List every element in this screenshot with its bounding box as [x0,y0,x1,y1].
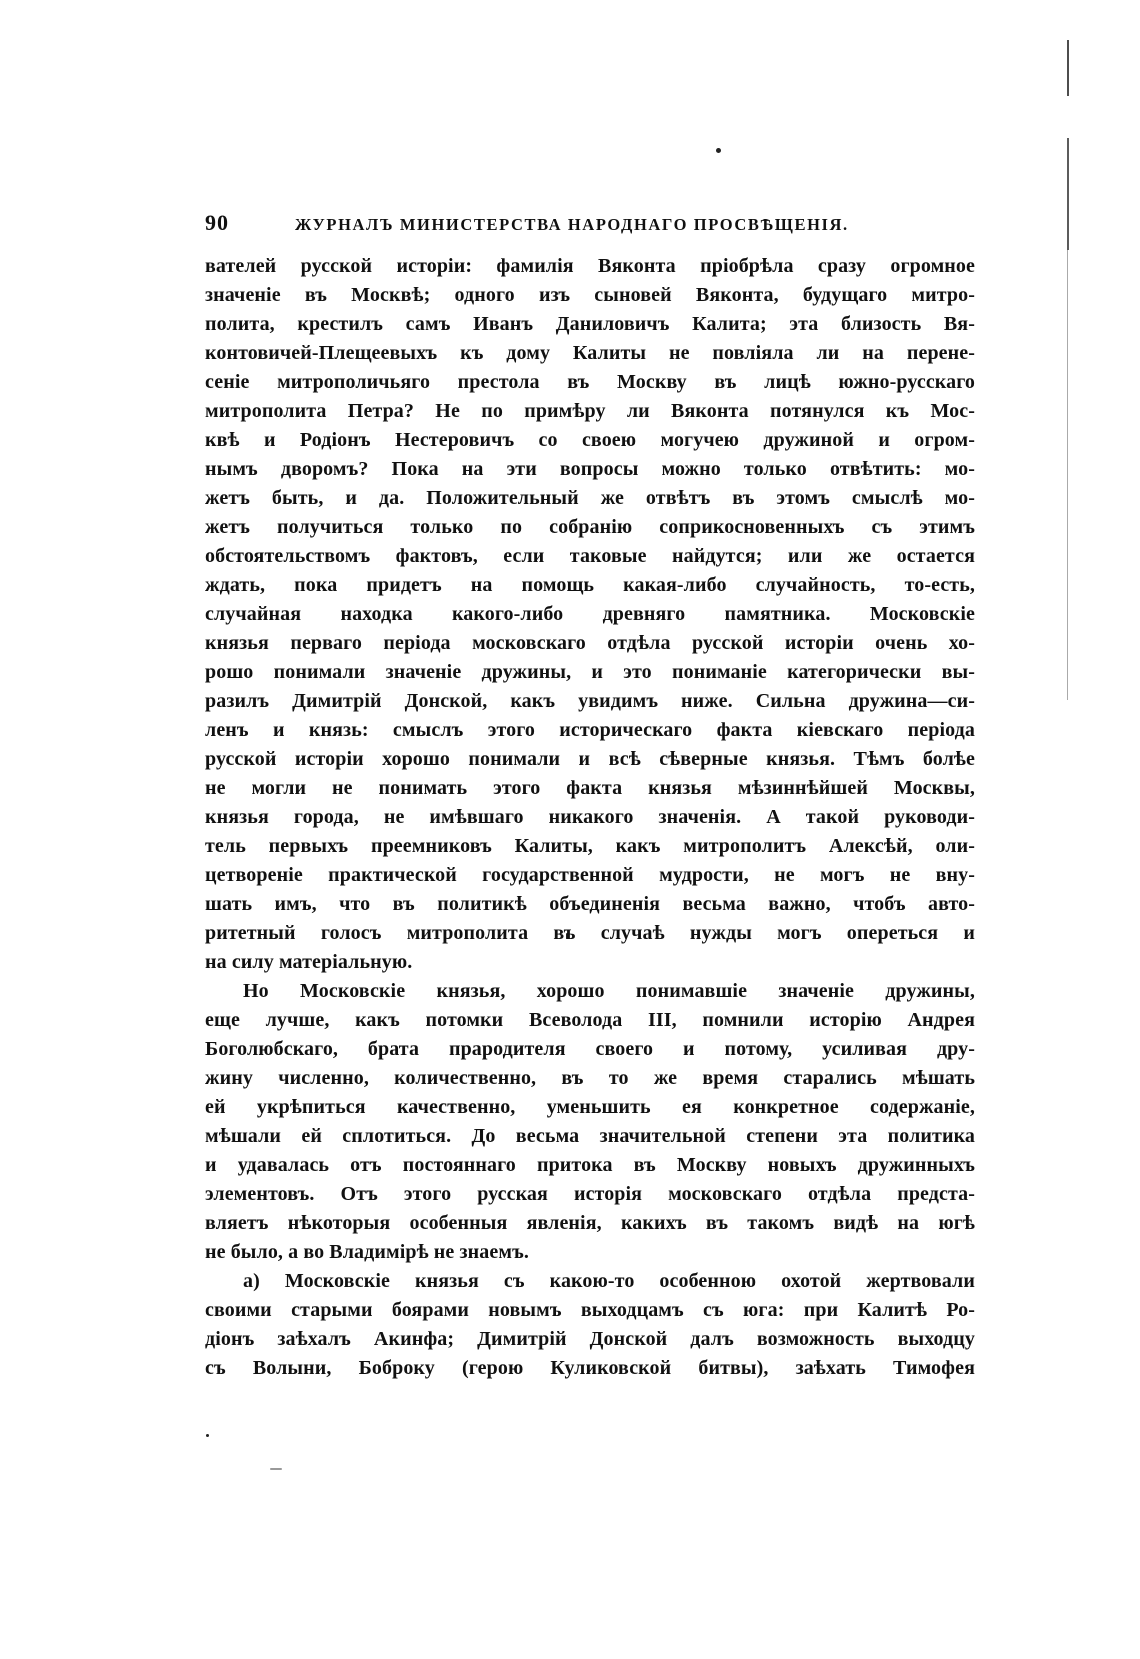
text-line: ритетный голосъ митрополита въ случаѣ нужды могъ опереться и [205,922,975,944]
text-line: съ Волыни, Боброку (герою Куликовской битвы), заѣхать Тимофея [205,1357,975,1379]
text-line: рошо понимали значеніе дружины, и это пониманіе категорически вы- [205,661,975,683]
text-line: жетъ быть, и да. Положительный же отвѣтъ въ этомъ смыслѣ мо- [205,487,975,509]
text-line: обстоятельствомъ фактовъ, если таковые найдутся; или же остается [205,545,975,567]
text-line: на силу матеріальную. [205,951,413,973]
text-line: митрополита Петра? Не по примѣру ли Вяконта потянулся къ Мос- [205,400,975,422]
text-line: полита, крестилъ самъ Иванъ Даниловичъ Калита; эта близость Вя- [205,313,975,335]
text-line: князья города, не имѣвшаго никакого значенія. А такой руководи- [205,806,975,828]
text-line: еще лучше, какъ потомки Всеволода III, помнили исторію Андрея [205,1009,975,1031]
text-line: не было, а во Владимірѣ не знаемъ. [205,1241,529,1263]
text-line: значеніе въ Москвѣ; одного изъ сыновей Вяконта, будущаго митро- [205,284,975,306]
text-line: мѣшали ей сплотиться. До весьма значительной степени эта политика [205,1125,975,1147]
scan-speck [206,1434,209,1437]
text-line: жину численно, количественно, въ то же время старались мѣшать [205,1067,975,1089]
text-line: и удавалась отъ постояннаго притока въ Москву новыхъ дружинныхъ [205,1154,975,1176]
text-line: ей укрѣпиться качественно, уменьшить ея конкретное содержаніе, [205,1096,975,1118]
scan-speck [270,1468,282,1470]
scan-speck [716,148,721,153]
text-line: тель первыхъ преемниковъ Калиты, какъ митрополитъ Алексѣй, оли- [205,835,975,857]
text-line: контовичей-Плещеевыхъ къ дому Калиты не повліяла ли на перене- [205,342,975,364]
paragraph-start-line: Но Московскіе князья, хорошо понимавшіе значеніе дружины, [243,980,975,1002]
text-line: своими старыми боярами новымъ выходцамъ съ юга: при Калитѣ Ро- [205,1299,975,1321]
page-header [205,210,975,238]
text-line: ждать, пока придетъ на помощь какая-либо случайность, то-есть, [205,574,975,596]
text-line: шать имъ, что въ политикѣ объединенія весьма важно, чтобъ авто- [205,893,975,915]
text-line: князья перваго періода московскаго отдѣла русской исторіи очень хо- [205,632,975,654]
text-line: сеніе митрополичьяго престола въ Москву въ лицѣ южно-русскаго [205,371,975,393]
text-line: вляетъ нѣкоторыя особенныя явленія, какихъ въ такомъ видѣ на югѣ [205,1212,975,1234]
body-text [205,252,975,1383]
text-line: жетъ получиться только по собранію соприкосновенныхъ съ этимъ [205,516,975,538]
text-line: вателей русской исторіи: фамилія Вяконта пріобрѣла сразу огромное [205,255,975,277]
text-line: русской исторіи хорошо понимали и всѣ сѣверные князья. Тѣмъ болѣе [205,748,975,770]
text-line: Боголюбскаго, брата прародителя своего и потому, усиливая дру- [205,1038,975,1060]
text-line: ленъ и князь: смыслъ этого историческаго факта кіевскаго періода [205,719,975,741]
text-line: элементовъ. Отъ этого русская исторія московскаго отдѣла предста- [205,1183,975,1205]
text-line: цетвореніе практической государственной мудрости, не могъ не вну- [205,864,975,886]
text-line: разилъ Димитрій Донской, какъ увидимъ ниже. Сильна дружина—си- [205,690,975,712]
paragraph-start-line: а) Московскіе князья съ какою-то особенною охотой жертвовали [243,1270,975,1292]
text-line: діонъ заѣхалъ Акинфа; Димитрій Донской далъ возможность выходцу [205,1328,975,1350]
scan-edge-mark [1067,240,1068,700]
text-line: нымъ дворомъ? Пока на эти вопросы можно только отвѣтить: мо- [205,458,975,480]
running-head: ЖУРНАЛЪ МИНИСТЕРСТВА НАРОДНАГО ПРОСВѢЩЕНІЯ. [295,215,849,234]
text-line: квѣ и Родіонъ Нестеровичъ со своею могучею дружиной и огром- [205,429,975,451]
page-number: 90 [205,210,229,235]
text-line: не могли не понимать этого факта князья мѣзиннѣйшей Москвы, [205,777,975,799]
text-line: случайная находка какого-либо древняго памятника. Московскіе [205,603,975,625]
